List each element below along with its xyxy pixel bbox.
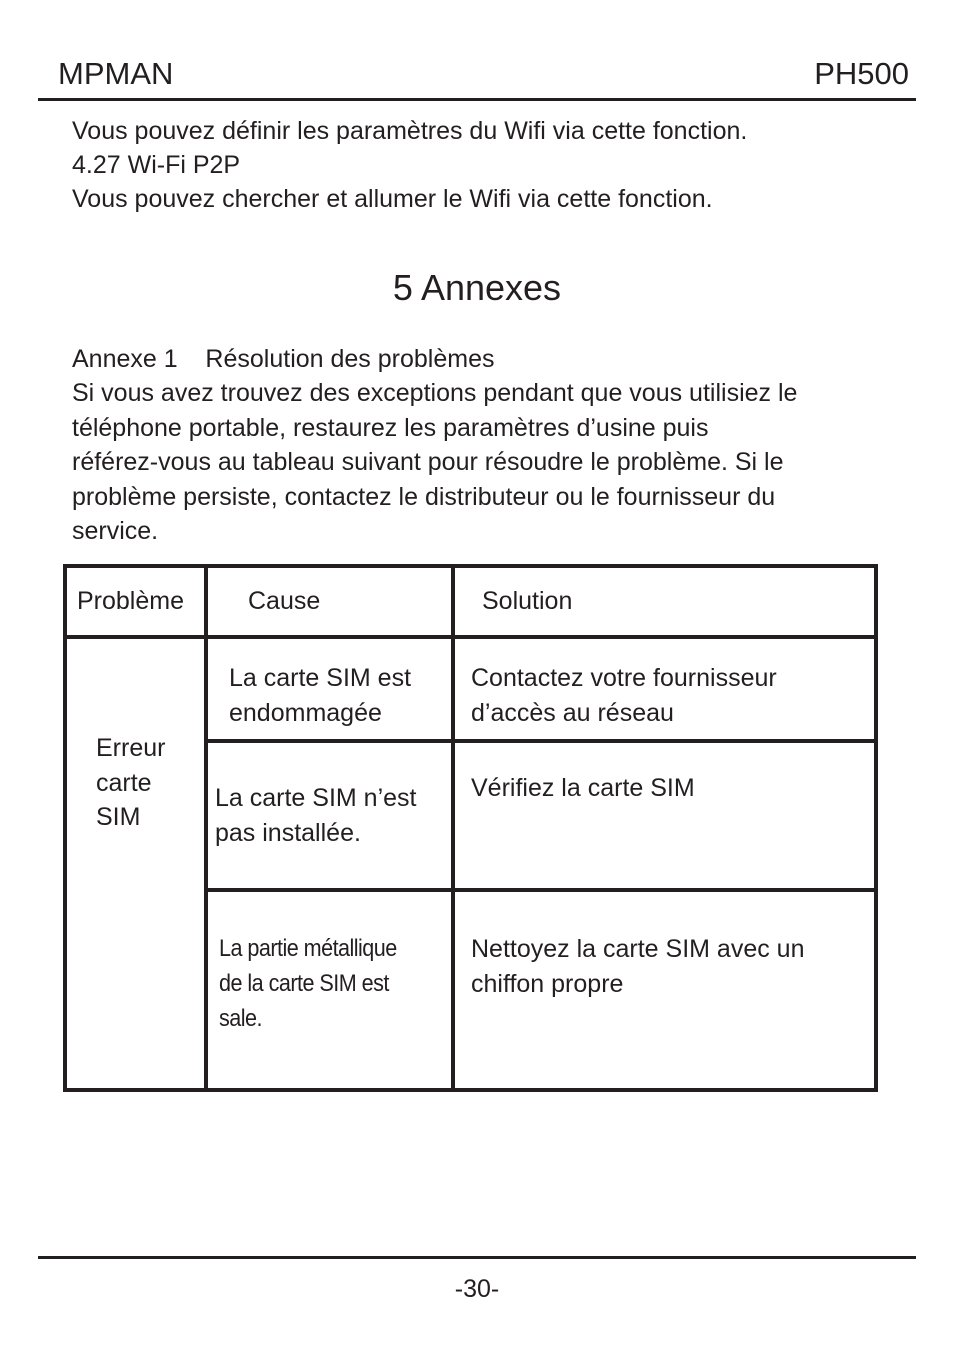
footer-rule [38,1256,916,1259]
annex-line: problème persiste, contactez le distributeur ou le fournisseur du [72,482,776,511]
solution-line: Contactez votre fournisseur [471,664,777,692]
problem-line: Erreur [96,734,166,762]
cause-line: La carte SIM est [229,664,412,692]
solution-line: d’accès au réseau [471,698,674,727]
solution-cell [471,661,777,730]
troubleshooting-table [63,564,878,1092]
table-border-left [63,564,67,1092]
annex-line: référez-vous au tableau suivant pour résoudre le problème. Si le [72,448,784,476]
annex-line: service. [72,517,159,545]
column-header-solution: Solution [482,587,573,615]
cause-cell [215,781,416,850]
annex-line: Si vous avez trouvez des exceptions pendant que vous utilisiez le [72,379,798,407]
cause-cell [219,931,397,1036]
annex-line: téléphone portable, restaurez les paramètres d’usine puis [72,413,709,442]
problem-line: SIM [96,803,141,831]
page-number: -30- [454,1275,500,1303]
table-border-right [874,564,878,1092]
cause-line: endommagée [229,698,382,727]
intro-line-2: 4.27 Wi-Fi P2P [72,151,241,179]
column-header-cause: Cause [248,587,321,615]
cause-line: La carte SIM n’est [215,784,417,812]
solution-cell [471,771,695,806]
cause-cell [229,661,411,730]
table-border-top [63,564,878,568]
intro-line-1: Vous pouvez définir les paramètres du Wifi via cette fonction. [72,117,748,145]
solution-line: Vérifiez la carte SIM [471,774,695,802]
cause-line: de la carte SIM est [219,970,389,997]
solution-line: Nettoyez la carte SIM avec un [471,935,805,963]
table-col-divider [204,564,208,1092]
table-header-divider [63,635,878,639]
column-header-problem: Problème [77,587,184,615]
section-title: 5 Annexes [392,267,562,308]
annex-heading: Annexe 1 Résolution des problèmes [72,345,495,373]
intro-line-3: Vous pouvez chercher et allumer le Wifi via cette fonction. [72,185,713,213]
solution-cell [471,932,804,1001]
header-brand: MPMAN [58,56,174,91]
table-col-divider [451,564,455,1092]
table-row-divider [204,888,878,892]
cause-line: sale. [219,1005,262,1032]
header-rule [38,98,916,101]
solution-line: chiffon propre [471,969,624,998]
cause-line: pas installée. [215,818,361,847]
cause-line: La partie métallique [219,935,397,962]
problem-cell [96,731,165,835]
annex-paragraph [72,376,892,549]
problem-line: carte [96,768,152,797]
table-row-divider [204,739,878,743]
table-border-bottom [63,1088,878,1092]
header-model: PH500 [814,56,909,91]
